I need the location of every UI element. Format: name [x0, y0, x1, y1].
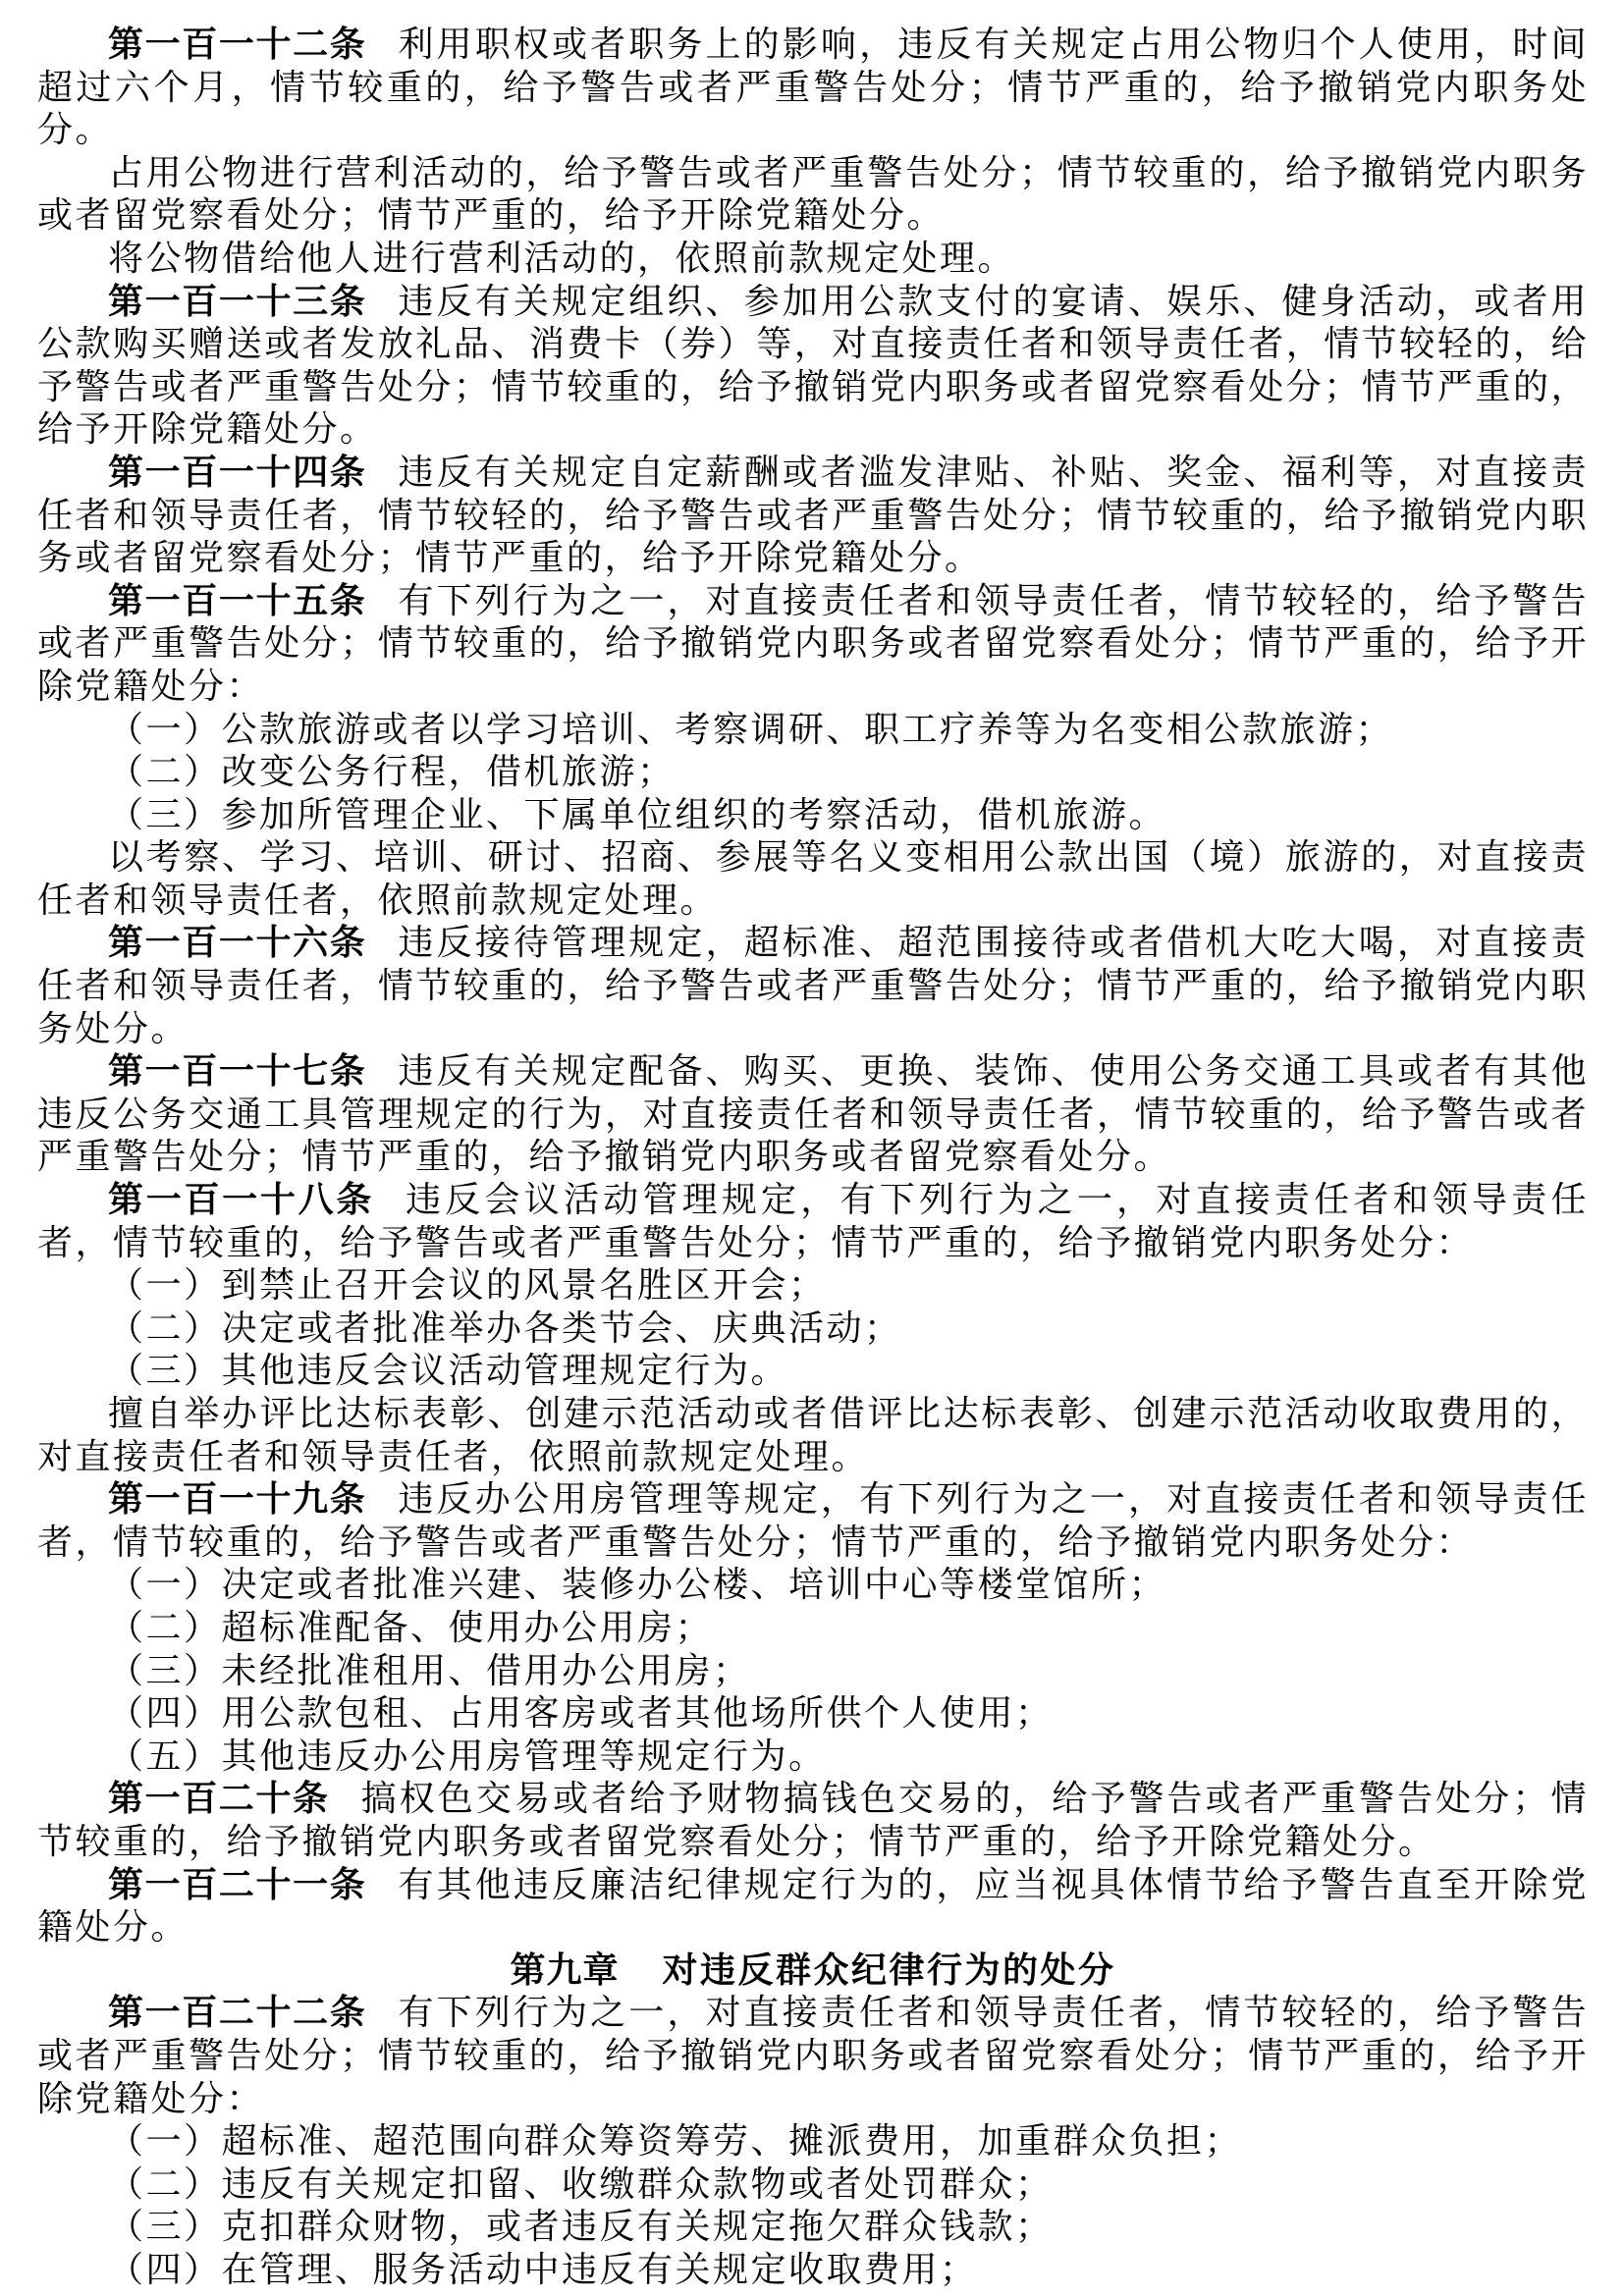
paragraph-text: 违反会议活动管理规定，有下列行为之一，对直接责任者和领导责任者，情节较重的，给予警告或者严重警告处分；情节严重的，给予撤销党内职务处分：	[37, 1180, 1589, 1262]
list-item-paragraph	[37, 2206, 1589, 2249]
body-paragraph	[37, 238, 1589, 281]
paragraph-text: 以考察、学习、培训、研讨、招商、参展等名义变相用公款出国（境）旅游的，对直接责任者和领导责任者，依照前款规定处理。	[37, 837, 1589, 920]
article-paragraph	[37, 580, 1589, 709]
article-paragraph	[37, 1864, 1589, 1949]
paragraph-text: （三）克扣群众财物，或者违反有关规定拖欠群众钱款；	[108, 2207, 1054, 2247]
paragraph-text: 对违反群众纪律行为的处分	[662, 1949, 1116, 1990]
article-number: 第一百一十二条	[108, 25, 367, 64]
list-item-paragraph	[37, 1350, 1589, 1393]
article-paragraph	[37, 281, 1589, 452]
article-number: 第一百二十二条	[108, 1993, 367, 2033]
list-item-paragraph	[37, 1308, 1589, 1351]
article-number: 第一百一十七条	[108, 1051, 367, 1092]
paragraph-text: 违反有关规定自定薪酬或者滥发津贴、补贴、奖金、福利等，对直接责任者和领导责任者，情节较轻的，给予警告或者严重警告处分；情节较重的，给予撤销党内职务或者留党察看处分；情节严重的，给予开除党籍处分。	[37, 452, 1589, 578]
paragraph-text: 利用职权或者职务上的影响，违反有关规定占用公物归个人使用，时间超过六个月，情节较重的，给予警告或者严重警告处分；情节严重的，给予撤销党内职务处分。	[37, 25, 1589, 150]
paragraph-text: 搞权色交易或者给予财物搞钱色交易的，给予警告或者严重警告处分；情节较重的，给予撤销党内职务或者留党察看处分；情节严重的，给予开除党籍处分。	[37, 1779, 1589, 1861]
paragraph-text: 擅自举办评比达标表彰、创建示范活动或者借评比达标表彰、创建示范活动收取费用的，对直接责任者和领导责任者，依照前款规定处理。	[37, 1394, 1589, 1476]
paragraph-text: （四）用公款包租、占用客房或者其他场所供个人使用；	[108, 1693, 1054, 1734]
paragraph-text: （五）其他违反办公用房管理等规定行为。	[108, 1735, 827, 1776]
article-paragraph	[37, 1050, 1589, 1179]
paragraph-text: 将公物借给他人进行营利活动的，依照前款规定处理。	[108, 238, 1016, 278]
list-item-paragraph	[37, 1607, 1589, 1650]
article-paragraph	[37, 1179, 1589, 1264]
list-item-paragraph	[37, 751, 1589, 794]
paragraph-text: （四）在管理、服务活动中违反有关规定收取费用；	[108, 2249, 978, 2289]
paragraph-text: 违反接待管理规定，超标准、超范围接待或者借机大吃大喝，对直接责任者和领导责任者，情节较重的，给予警告或者严重警告处分；情节严重的，给予撤销党内职务处分。	[37, 923, 1589, 1048]
document-content	[37, 24, 1589, 2291]
body-paragraph	[37, 152, 1589, 238]
article-number: 第一百一十六条	[108, 923, 367, 963]
article-number: 第一百一十八条	[108, 1180, 375, 1220]
paragraph-text: （二）决定或者批准举办各类节会、庆典活动；	[108, 1308, 902, 1348]
article-paragraph	[37, 1778, 1589, 1863]
list-item-paragraph	[37, 2249, 1589, 2292]
list-item-paragraph	[37, 709, 1589, 752]
article-paragraph	[37, 24, 1589, 152]
article-paragraph	[37, 1992, 1589, 2120]
paragraph-text: （一）超标准、超范围向群众筹资筹劳、摊派费用，加重群众负担；	[108, 2121, 1243, 2162]
article-number: 第一百二十条	[108, 1779, 330, 1819]
paragraph-text: （二）改变公务行程，借机旅游；	[108, 752, 676, 792]
paragraph-text: （二）违反有关规定扣留、收缴群众款物或者处罚群众；	[108, 2163, 1054, 2204]
paragraph-text: 占用公物进行营利活动的，给予警告或者严重警告处分；情节较重的，给予撤销党内职务或者留党察看处分；情节严重的，给予开除党籍处分。	[37, 152, 1589, 236]
article-paragraph	[37, 452, 1589, 580]
paragraph-text: （三）其他违反会议活动管理规定行为。	[108, 1351, 789, 1391]
article-paragraph	[37, 1478, 1589, 1564]
body-paragraph	[37, 836, 1589, 922]
list-item-paragraph	[37, 1564, 1589, 1607]
list-item-paragraph	[37, 794, 1589, 837]
article-number: 第一百一十五条	[108, 580, 367, 620]
chapter-number: 第九章	[510, 1949, 620, 1990]
article-number: 第一百一十九条	[108, 1479, 367, 1520]
list-item-paragraph	[37, 1735, 1589, 1779]
list-item-paragraph	[37, 1692, 1589, 1735]
article-paragraph	[37, 922, 1589, 1050]
list-item-paragraph	[37, 1264, 1589, 1308]
paragraph-text: （一）到禁止召开会议的风景名胜区开会；	[108, 1265, 827, 1306]
paragraph-text: （一）公款旅游或者以学习培训、考察调研、职工疗养等为名变相公款旅游；	[108, 709, 1394, 749]
paragraph-text: 有下列行为之一，对直接责任者和领导责任者，情节较轻的，给予警告或者严重警告处分；情节较重的，给予撤销党内职务或者留党察看处分；情节严重的，给予开除党籍处分：	[37, 580, 1589, 706]
paragraph-text: （一）决定或者批准兴建、装修办公楼、培训中心等楼堂馆所；	[108, 1565, 1167, 1605]
paragraph-text: （三）未经批准租用、借用办公用房；	[108, 1650, 751, 1690]
paragraph-text: （二）超标准配备、使用办公用房；	[108, 1607, 714, 1647]
paragraph-text: 违反有关规定配备、购买、更换、装饰、使用公务交通工具或者有其他违反公务交通工具管理规定的行为，对直接责任者和领导责任者，情节较重的，给予警告或者严重警告处分；情节严重的，给予撤销党内职务或者留党察看处分。	[37, 1051, 1589, 1177]
article-number: 第一百一十三条	[108, 281, 367, 321]
paragraph-text: 有其他违反廉洁纪律规定行为的，应当视具体情节给予警告直至开除党籍处分。	[37, 1864, 1589, 1948]
article-number: 第一百二十一条	[108, 1864, 367, 1904]
paragraph-text: 违反有关规定组织、参加用公款支付的宴请、娱乐、健身活动，或者用公款购买赠送或者发放礼品、消费卡（券）等，对直接责任者和领导责任者，情节较轻的，给予警告或者严重警告处分；情节较重的，给予撤销党内职务或者留党察看处分；情节严重的，给予开除党籍处分。	[37, 281, 1589, 450]
paragraph-text: 违反办公用房管理等规定，有下列行为之一，对直接责任者和领导责任者，情节较重的，给予警告或者严重警告处分；情节严重的，给予撤销党内职务处分：	[37, 1479, 1589, 1562]
list-item-paragraph	[37, 2120, 1589, 2163]
list-item-paragraph	[37, 1650, 1589, 1693]
list-item-paragraph	[37, 2163, 1589, 2207]
paragraph-text: 有下列行为之一，对直接责任者和领导责任者，情节较轻的，给予警告或者严重警告处分；情节较重的，给予撤销党内职务或者留党察看处分；情节严重的，给予开除党籍处分：	[37, 1993, 1589, 2118]
chapter-heading	[37, 1949, 1589, 1993]
body-paragraph	[37, 1393, 1589, 1478]
article-number: 第一百一十四条	[108, 452, 367, 492]
paragraph-text: （三）参加所管理企业、下属单位组织的考察活动，借机旅游。	[108, 794, 1167, 834]
